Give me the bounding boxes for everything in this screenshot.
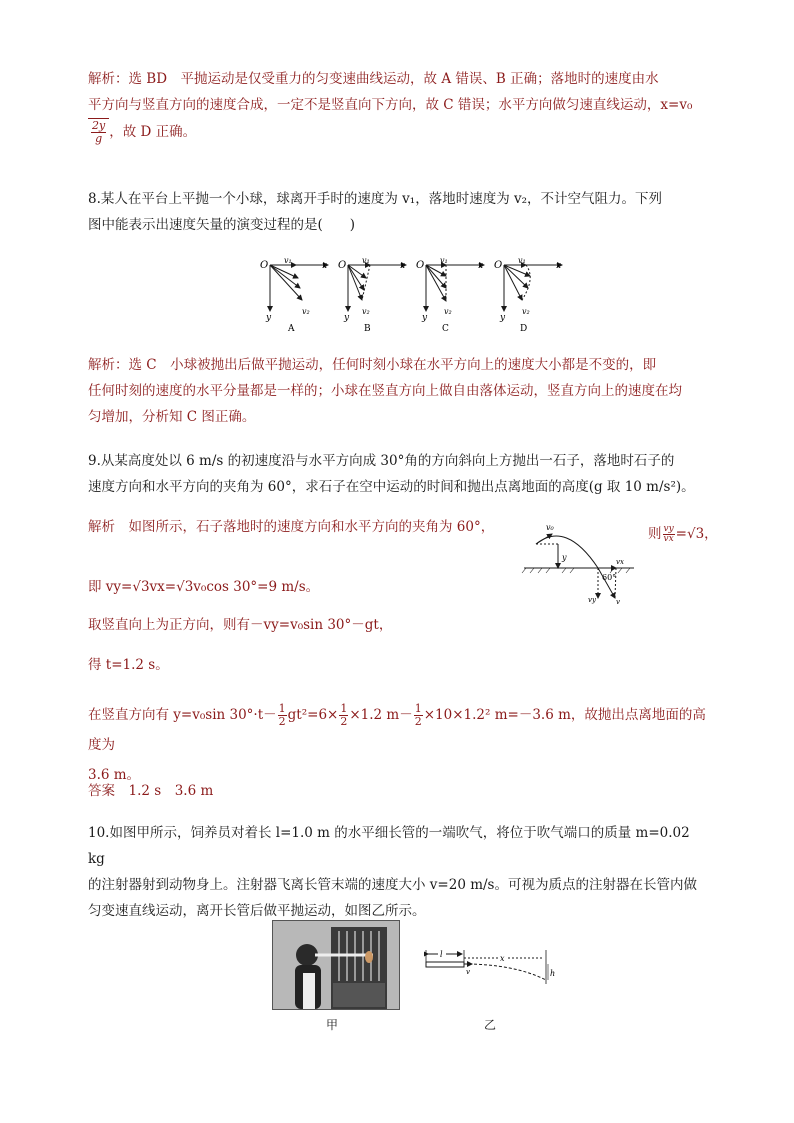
- svg-text:x: x: [478, 261, 484, 271]
- svg-text:l: l: [440, 950, 443, 959]
- q9-solution-line6: 3.6 m。: [88, 767, 141, 783]
- sqrt-denominator: g: [95, 132, 103, 145]
- q8-solution: [88, 352, 708, 430]
- option-d-label: D: [520, 324, 528, 334]
- q10-label-jia: 甲: [326, 1018, 339, 1032]
- svg-text:60°: 60°: [602, 573, 617, 582]
- svg-text:v₂: v₂: [444, 307, 452, 316]
- q8-options-figure: [256, 256, 576, 336]
- q9-solution-line3: 取竖直向上为正方向，则有－vy=v₀sin 30°－gt，: [88, 617, 393, 633]
- q9-solution-line1: 解析 如图所示，石子落地时的速度方向和水平方向的夹角为 60°，: [88, 519, 495, 535]
- svg-text:v₂: v₂: [522, 307, 530, 316]
- origin-label: O: [260, 260, 269, 271]
- svg-text:O: O: [494, 260, 503, 271]
- svg-text:y: y: [422, 313, 428, 323]
- svg-text:v₁: v₁: [284, 256, 292, 265]
- option-b-diagram: [338, 256, 406, 334]
- svg-text:h: h: [550, 969, 556, 978]
- svg-text:x: x: [400, 261, 406, 271]
- svg-text:O: O: [416, 260, 425, 271]
- svg-text:v: v: [466, 968, 470, 976]
- q8-solution-line1: 解析：选 C 小球被抛出后做平抛运动，任何时刻小球在水平方向上的速度大小都是不变的，即: [88, 357, 657, 373]
- option-a-diagram: [260, 256, 328, 334]
- q9-solution-line4: 得 t=1.2 s。: [88, 657, 169, 673]
- q9-question: [88, 448, 708, 500]
- q7-solution-line2: 平方向与竖直方向的速度合成，一定不是竖直向下方向，故 C 错误；水平方向做匀速直线运动，x=v₀: [88, 97, 693, 113]
- q8-line2: 图中能表示出速度矢量的演变过程的是( ): [88, 217, 356, 233]
- q7-solution-line3: [88, 118, 708, 145]
- svg-text:y: y: [344, 313, 350, 323]
- q10-line1: 10.如图甲所示，饲养员对着长 l=1.0 m 的水平细长管的一端吹气，将位于吹气端口的质量 m=0.02 kg: [88, 825, 690, 867]
- svg-text:O: O: [338, 260, 347, 271]
- q10-diagram-yi: [424, 944, 564, 1004]
- svg-text:v: v: [616, 598, 620, 606]
- svg-text:x: x: [322, 261, 328, 271]
- q10-question: [88, 820, 708, 924]
- sqrt-expression: [88, 118, 109, 145]
- q7-solution-line3-rest: ，故 D 正确。: [109, 124, 197, 140]
- q10-photo-jia: [272, 920, 400, 1010]
- q9-solution-line2: 即 vy=√3vx=√3v₀cos 30°=9 m/s。: [88, 579, 320, 595]
- q9-line2: 速度方向和水平方向的夹角为 60°，求石子在空中运动的时间和抛出点离地面的高度(g 取 10 m/s²)。: [88, 479, 695, 495]
- svg-text:v₂: v₂: [362, 307, 370, 316]
- svg-text:vx: vx: [616, 558, 624, 566]
- option-b-label: B: [364, 324, 371, 334]
- svg-text:y: y: [500, 313, 506, 323]
- q7-solution: [88, 66, 708, 145]
- svg-text:x: x: [500, 954, 505, 963]
- q9-ratio: 则 $\frac{vy}{vx}$ =√3，: [648, 524, 718, 544]
- svg-text:v₁: v₁: [440, 256, 448, 265]
- option-d-diagram: [494, 256, 562, 334]
- q10-label-yi: 乙: [484, 1018, 497, 1032]
- q9-line1: 9.从某高度处以 6 m/s 的初速度沿与水平方向成 30°角的方向斜向上方抛出一石子，落地时石子的: [88, 453, 675, 469]
- q8-line1: 8.某人在平台上平抛一个小球，球离开手时的速度为 v₁，落地时速度为 v₂，不计空气阻力。下列: [88, 191, 663, 207]
- svg-text:x: x: [556, 261, 562, 271]
- sqrt-numerator: 2y: [92, 119, 106, 132]
- svg-text:v₁: v₁: [518, 256, 526, 265]
- q9-solution-line5: 在竖直方向有 y=v₀sin 30°·t－ $\frac{1}{2}$ gt²=6× $\frac{1}{2}$ ×1.2 m－ $\frac{1}{2}$ ×10×1.2² m=－3.6 m，故抛出点离地面的高度为: [88, 702, 706, 753]
- q8-solution-line3: 匀增加，分析知 C 图正确。: [88, 409, 256, 425]
- q8-solution-line2: 任何时刻的速度的水平分量都是一样的；小球在竖直方向上做自由落体运动，竖直方向上的速度在均: [88, 383, 682, 399]
- option-c-diagram: [416, 256, 484, 334]
- option-c-label: C: [442, 324, 449, 334]
- q9-solution-cont: [88, 574, 708, 600]
- q10-line2: 的注射器射到动物身上。注射器飞离长管末端的速度大小 v=20 m/s。可视为质点的注射器在长管内做: [88, 877, 697, 893]
- svg-text:vy: vy: [588, 596, 596, 604]
- svg-text:v₁: v₁: [362, 256, 370, 265]
- q8-question: [88, 186, 708, 238]
- svg-text:v₀: v₀: [546, 523, 554, 532]
- q9-answer: 答案 1.2 s 3.6 m: [88, 783, 214, 799]
- svg-text:y: y: [562, 553, 567, 562]
- q7-solution-line1: 解析：选 BD 平抛运动是仅受重力的匀变速曲线运动，故 A 错误、B 正确；落地时的速度由水: [88, 71, 659, 87]
- q10-line3: 匀变速直线运动，离开长管后做平抛运动，如图乙所示。: [88, 903, 426, 919]
- svg-text:y: y: [266, 313, 272, 323]
- svg-text:v₂: v₂: [302, 307, 310, 316]
- option-a-label: A: [288, 324, 295, 334]
